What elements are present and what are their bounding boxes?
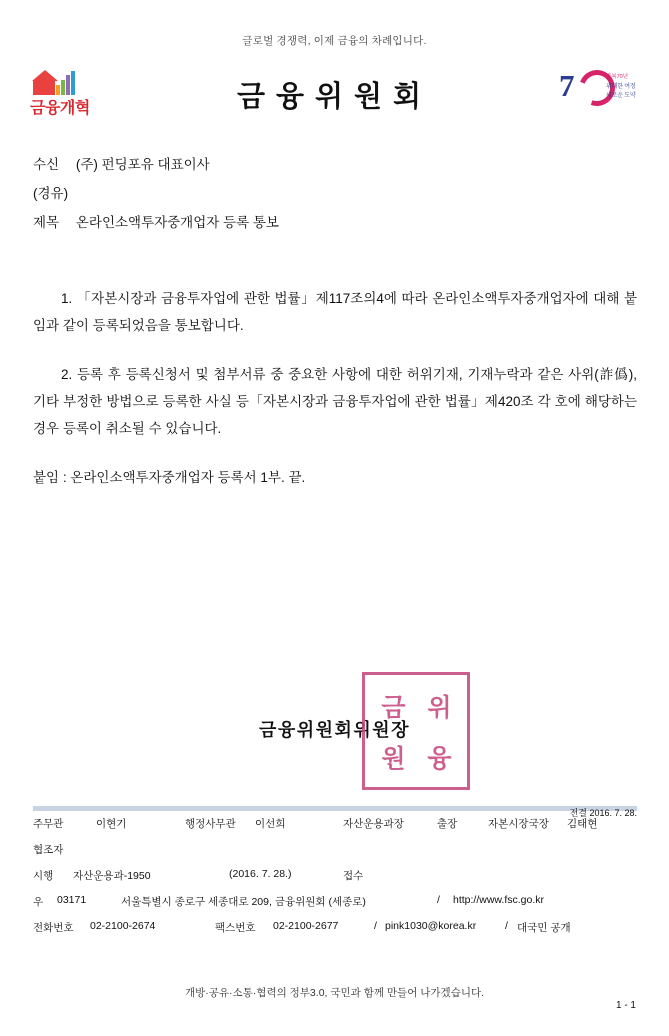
signer1-label: 주무관 (33, 818, 64, 830)
phone-value: 02-2100-2674 (90, 920, 156, 932)
seal-char-1: 금 (381, 694, 405, 722)
signer3-label: 자산운용과장 (343, 818, 404, 830)
seal-char-2: 위 (427, 694, 451, 722)
recipient-to-value: (주) 펀딩포유 대표이사 (75, 157, 210, 172)
issue-label: 시행 (33, 870, 54, 882)
footer-row-cooperator (33, 842, 637, 868)
address-separator: / (437, 894, 440, 906)
receipt-label: 접수 (343, 870, 364, 882)
cooperator-label: 협조자 (33, 844, 64, 856)
official-seal-stamp (362, 672, 470, 790)
logo-right-number: 7 (559, 68, 574, 103)
document-footer (33, 808, 637, 946)
issue-value: 자산운용과-1950 (73, 870, 151, 882)
liberation-70th-logo (559, 68, 643, 114)
homepage-link[interactable]: http://www.fsc.go.kr (453, 894, 545, 906)
logo-right-line2: 새로운 도약 (606, 93, 636, 99)
footer-row-address (33, 894, 637, 920)
address-value: 서울특별시 종로구 세종대로 209, 금융위원회 (세종로) (121, 896, 366, 908)
top-slogan: 글로벌 경쟁력, 이제 금융의 차례입니다. (242, 35, 427, 47)
seal-char-4: 융 (427, 745, 451, 773)
fax-value: 02-2100-2677 (273, 920, 339, 932)
footer-row-signers (33, 816, 637, 842)
recipient-block (33, 150, 279, 237)
email-link[interactable]: pink1030@korea.kr (385, 920, 477, 932)
body-paragraph-2: 2. 등록 후 등록신청서 및 첨부서류 중 중요한 사항에 대한 허위기재, 기재누락과 같은 사위(詐僞), 기타 부정한 방법으로 등록한 사실 등「자본시장과 금융투자업에 관한 법률」제420조 각 호에 해당하는 경우 등록이 취소될 수 있습니다. (33, 367, 637, 436)
signer2-name: 이선희 (255, 818, 286, 830)
page-number: 1 - 1 (615, 1000, 636, 1011)
disclosure-label: 대국민 공개 (517, 922, 571, 934)
recipient-row-subject (33, 208, 279, 237)
approval-date: 전결 2016. 7. 28. (569, 808, 637, 818)
signer1-name: 이현기 (96, 818, 127, 830)
document-header (0, 62, 669, 124)
page-title: 금융위원회 (236, 81, 433, 113)
attachment-line: 붙임 : 온라인소액투자중개업자 등록서 1부. 끝. (33, 470, 306, 485)
fax-label: 팩스번호 (215, 922, 256, 934)
logo-right-line1: 위대한 여정 (606, 84, 636, 90)
contact-separator-2: / (505, 920, 508, 932)
signer3-name: 출장 (437, 818, 458, 830)
signer4-name: 김태현 (567, 818, 598, 830)
footer-row-issue (33, 868, 637, 894)
signature-area (0, 672, 669, 792)
recipient-subject-value: 온라인소액투자중개업자 등록 통보 (75, 215, 279, 230)
contact-separator-1: / (374, 920, 377, 932)
logo-left-label: 금융개혁 (30, 100, 90, 117)
postal-label: 우 (33, 896, 44, 908)
seal-char-3: 원 (381, 745, 405, 773)
phone-label: 전화번호 (33, 922, 74, 934)
recipient-via-label: (경유) (33, 186, 69, 201)
recipient-to-label: 수신 (33, 157, 60, 172)
logo-right-line0: 광복70년 (606, 74, 629, 80)
footer-row-contact (33, 920, 637, 946)
footer-divider (33, 806, 637, 811)
body-paragraph-1: 1. 「자본시장과 금융투자업에 관한 법률」제117조의4에 따라 온라인소액투자중개업자에 대해 붙임과 같이 등록되었음을 통보합니다. (33, 291, 637, 333)
signer4-label: 자본시장국장 (488, 818, 549, 830)
signer2-label: 행정사무관 (185, 818, 236, 830)
document-body (33, 285, 637, 513)
recipient-row-to (33, 150, 279, 179)
issue-date: (2016. 7. 28.) (229, 868, 292, 880)
postal-code: 03171 (57, 894, 87, 906)
recipient-row-via (33, 179, 279, 208)
signer-title: 금융위원회위원장 (258, 720, 411, 740)
bottom-slogan: 개방·공유·소통·협력의 정부3.0, 국민과 함께 만들어 나가겠습니다. (184, 987, 485, 999)
recipient-subject-label: 제목 (33, 215, 60, 230)
